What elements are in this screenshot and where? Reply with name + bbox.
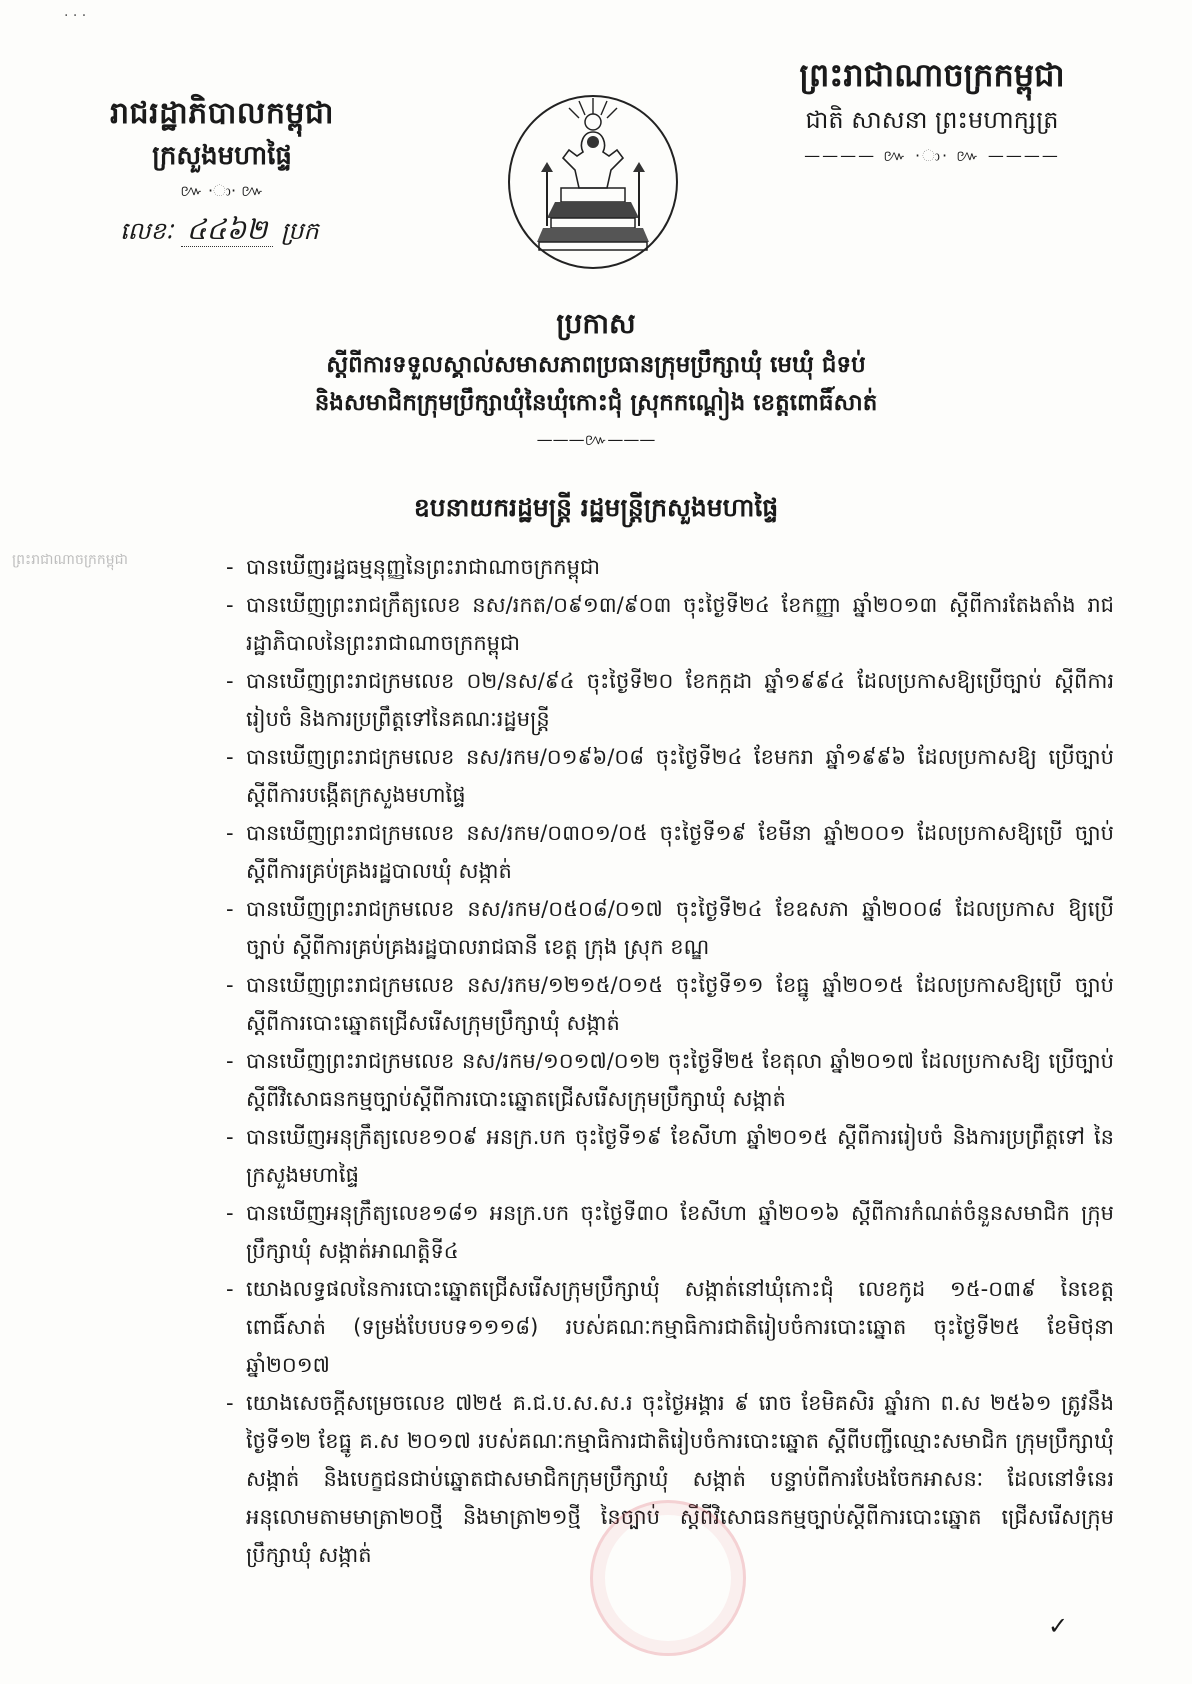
citation-item: - បានឃើញព្រះរាជក្រមលេខ ០២/នស/៩៤ ចុះថ្ងៃទី២០ ខែកក្កដា ឆ្នាំ១៩៩៤ ដែលប្រកាសឱ្យប្រើច្បាប់ ស្ដីពីការរៀបចំ និងការប្រព្រឹត្តទៅនៃគណៈរដ្ឋមន្ត្រី	[226, 669, 1114, 731]
header-left	[92, 92, 352, 202]
citation-text: យោងលទ្ធផលនៃការបោះឆ្នោតជ្រើសរើសក្រុមប្រឹក្សាឃុំ សង្កាត់នៅឃុំកោះជុំ លេខកូដ ១៥-០៣៩ នៃខេត្ត ពោធិ៍សាត់ (ទម្រង់បែបបទ១១១៨) របស់គណៈកម្មាធិការជាតិរៀបចំការបោះឆ្នោត ចុះថ្ងៃទី២៥ ខែមិថុនា ឆ្នាំ២០១៧	[246, 1277, 1114, 1377]
citation-text: បានឃើញព្រះរាជក្រឹត្យលេខ នស/រកត/០៩១៣/៩០៣ ចុះថ្ងៃទី២៤ ខែកញ្ញា ឆ្នាំ២០១៣ ស្ដីពីការតែងតាំង រាជរដ្ឋាភិបាលនៃព្រះរាជាណាចក្រកម្ពុជា	[246, 593, 1114, 655]
citation-text: បានឃើញអនុក្រឹត្យលេខ១០៩ អនក្រ.បក ចុះថ្ងៃទី១៩ ខែសីហា ឆ្នាំ២០១៥ ស្ដីពីការរៀបចំ និងការប្រព្រឹត្តទៅ នៃក្រសួងមហាផ្ទៃ	[246, 1125, 1114, 1187]
citation-text: បានឃើញព្រះរាជក្រមលេខ ០២/នស/៩៤ ចុះថ្ងៃទី២០ ខែកក្កដា ឆ្នាំ១៩៩៤ ដែលប្រកាសឱ្យប្រើច្បាប់ ស្ដីពីការរៀបចំ និងការប្រព្រឹត្តទៅនៃគណៈរដ្ឋមន្ត្រី	[246, 669, 1114, 731]
margin-stamp-text: ព្រះរាជាណាចក្រកម្ពុជា	[12, 552, 129, 568]
citation-text: បានឃើញអនុក្រឹត្យលេខ១៨១ អនក្រ.បក ចុះថ្ងៃទី៣០ ខែសីហា ឆ្នាំ២០១៦ ស្ដីពីការកំណត់ចំនួនសមាជិក ក្រុមប្រឹក្សាឃុំ សង្កាត់អាណត្តិទី៤	[246, 1201, 1114, 1263]
citation-text: បានឃើញព្រះរាជក្រមលេខ នស/រកម/១២១៥/០១៥ ចុះថ្ងៃទី១១ ខែធ្នូ ឆ្នាំ២០១៥ ដែលប្រកាសឱ្យប្រើ ច្បាប់ ស្ដីពីការបោះឆ្នោតជ្រើសរើសក្រុមប្រឹក្សាឃុំ សង្កាត់	[246, 973, 1114, 1035]
reference-label: លេខៈ	[120, 217, 174, 245]
citation-text: យោងសេចក្ដីសម្រេចលេខ ៧២៥ គ.ជ.ប.ស.ស.រ ចុះថ្ងៃអង្គារ ៩ រោច ខែមិគសិរ ឆ្នាំរកា ព.ស ២៥៦១ ត្រូវនឹង ថ្ងៃទី១២ ខែធ្នូ គ.ស ២០១៧ របស់គណៈកម្មាធិការជាតិរៀបចំការបោះឆ្នោត ស្ដីពីបញ្ជីឈ្មោះសមាជិក ក្រុមប្រឹក្សាឃុំ សង្កាត់ និងបេក្ខជនជាប់ឆ្នោតជាសមាជិកក្រុមប្រឹក្សាឃុំ សង្កាត់ បន្ទាប់ពីការបែងចែកអាសនៈ ដែលនៅទំនេរអនុលោមតាមមាត្រា២០ថ្មី និងមាត្រា២១ថ្មី នៃច្បាប់ ស្ដីពីវិសោធនកម្មច្បាប់ស្ដីពីការបោះឆ្នោត ជ្រើសរើសក្រុមប្រឹក្សាឃុំ សង្កាត់	[246, 1391, 1114, 1567]
citation-item: - បានឃើញព្រះរាជក្រមលេខ នស/រកម/០១៩៦/០៨ ចុះថ្ងៃទី២៤ ខែមករា ឆ្នាំ១៩៩៦ ដែលប្រកាសឱ្យ ប្រើច្បាប់ ស្ដីពីការបង្កើតក្រសួងមហាផ្ទៃ	[226, 745, 1114, 807]
royal-emblem-icon	[503, 92, 683, 272]
right-ornament: ———— ៚ ·ා· ៚ ————	[804, 146, 1060, 165]
kingdom-name: ព្រះរាជាណាចក្រកម្ពុជា	[799, 56, 1065, 94]
citation-item: - បានឃើញព្រះរាជក្រមលេខ នស/រកម/០៥០៨/០១៧ ចុះថ្ងៃទី២៤ ខែឧសភា ឆ្នាំ២០០៨ ដែលប្រកាស ឱ្យប្រើច្បាប់ ស្ដីពីការគ្រប់គ្រងរដ្ឋបាលរាជធានី ខេត្ត ក្រុង ស្រុក ខណ្ឌ	[226, 897, 1114, 959]
citation-text: បានឃើញព្រះរាជក្រមលេខ នស/រកម/០៥០៨/០១៧ ចុះថ្ងៃទី២៤ ខែឧសភា ឆ្នាំ២០០៨ ដែលប្រកាស ឱ្យប្រើច្បាប់ ស្ដីពីការគ្រប់គ្រងរដ្ឋបាលរាជធានី ខេត្ត ក្រុង ស្រុក ខណ្ឌ	[246, 897, 1114, 959]
reference-suffix: ប្រក	[280, 217, 319, 245]
issuer-title: ឧបនាយករដ្ឋមន្ត្រី រដ្ឋមន្ត្រីក្រសួងមហាផ្ទៃ	[413, 493, 779, 522]
title-ornament: ———៚———	[536, 430, 656, 449]
left-ornament: ៚ ·ා· ៚	[180, 181, 264, 200]
citations-list	[226, 548, 1114, 1574]
document-title: ប្រកាស	[556, 307, 636, 340]
title-block	[0, 302, 1192, 454]
citation-item: - បានឃើញអនុក្រឹត្យលេខ១៨១ អនក្រ.បក ចុះថ្ងៃទី៣០ ខែសីហា ឆ្នាំ២០១៦ ស្ដីពីការកំណត់ចំនួនសមាជិក ក្រុមប្រឹក្សាឃុំ សង្កាត់អាណត្តិទី៤	[226, 1201, 1114, 1263]
citation-item: - យោងសេចក្ដីសម្រេចលេខ ៧២៥ គ.ជ.ប.ស.ស.រ ចុះថ្ងៃអង្គារ ៩ រោច ខែមិគសិរ ឆ្នាំរកា ព.ស ២៥៦១ ត្រូវនឹង ថ្ងៃទី១២ ខែធ្នូ គ.ស ២០១៧ របស់គណៈកម្មាធិការជាតិរៀបចំការបោះឆ្នោត ស្ដីពីបញ្ជីឈ្មោះសមាជិក ក្រុមប្រឹក្សាឃុំ សង្កាត់ និងបេក្ខជនជាប់ឆ្នោតជាសមាជិកក្រុមប្រឹក្សាឃុំ សង្កាត់ បន្ទាប់ពីការបែងចែកអាសនៈ ដែលនៅទំនេរអនុលោមតាមមាត្រា២០ថ្មី និងមាត្រា២១ថ្មី នៃច្បាប់ ស្ដីពីវិសោធនកម្មច្បាប់ស្ដីពីការបោះឆ្នោត ជ្រើសរើសក្រុមប្រឹក្សាឃុំ សង្កាត់	[226, 1391, 1114, 1567]
header-right	[772, 50, 1092, 166]
citation-text: បានឃើញព្រះរាជក្រមលេខ នស/រកម/១០១៧/០១២ ចុះថ្ងៃទី២៥ ខែតុលា ឆ្នាំ២០១៧ ដែលប្រកាសឱ្យ ប្រើច្បាប់ ស្ដីពីវិសោធនកម្មច្បាប់ស្ដីពីការបោះឆ្នោតជ្រើសរើសក្រុមប្រឹក្សាឃុំ សង្កាត់	[246, 1049, 1114, 1111]
citation-item: - បានឃើញរដ្ឋធម្មនុញ្ញនៃព្រះរាជាណាចក្រកម្ពុជា	[226, 555, 600, 579]
citation-item: - យោងលទ្ធផលនៃការបោះឆ្នោតជ្រើសរើសក្រុមប្រឹក្សាឃុំ សង្កាត់នៅឃុំកោះជុំ លេខកូដ ១៥-០៣៩ នៃខេត្ត ពោធិ៍សាត់ (ទម្រង់បែបបទ១១១៨) របស់គណៈកម្មាធិការជាតិរៀបចំការបោះឆ្នោត ចុះថ្ងៃទី២៥ ខែមិថុនា ឆ្នាំ២០១៧	[226, 1277, 1114, 1377]
reference-number-handwritten: ៤៤៦២	[181, 213, 274, 247]
scan-specks: · · ·	[64, 8, 87, 24]
citation-item: - បានឃើញអនុក្រឹត្យលេខ១០៩ អនក្រ.បក ចុះថ្ងៃទី១៩ ខែសីហា ឆ្នាំ២០១៥ ស្ដីពីការរៀបចំ និងការប្រព្រឹត្តទៅ នៃក្រសួងមហាផ្ទៃ	[226, 1125, 1114, 1187]
subject-line-2: និងសមាជិកក្រុមប្រឹក្សាឃុំនៃឃុំកោះជុំ ស្រុកកណ្ដៀង ខេត្តពោធិ៍សាត់	[314, 390, 878, 416]
citation-text: បានឃើញរដ្ឋធម្មនុញ្ញនៃព្រះរាជាណាចក្រកម្ពុជា	[246, 555, 600, 579]
citation-text: បានឃើញព្រះរាជក្រមលេខ នស/រកម/០១៩៦/០៨ ចុះថ្ងៃទី២៤ ខែមករា ឆ្នាំ១៩៩៦ ដែលប្រកាសឱ្យ ប្រើច្បាប់ ស្ដីពីការបង្កើតក្រសួងមហាផ្ទៃ	[246, 745, 1114, 807]
reference-number	[120, 212, 319, 253]
government-name: រាជរដ្ឋាភិបាលកម្ពុជា	[110, 96, 334, 131]
national-motto: ជាតិ សាសនា ព្រះមហាក្សត្រ	[805, 106, 1059, 134]
subject-line-1: ស្ដីពីការទទួលស្គាល់សមាសភាពប្រធានក្រុមប្រឹក្សាឃុំ មេឃុំ ជំទប់	[326, 352, 866, 378]
citation-item: - បានឃើញព្រះរាជក្រមលេខ នស/រកម/០៣០១/០៥ ចុះថ្ងៃទី១៩ ខែមីនា ឆ្នាំ២០០១ ដែលប្រកាសឱ្យប្រើ ច្បាប់ ស្ដីពីការគ្រប់គ្រងរដ្ឋបាលឃុំ សង្កាត់	[226, 821, 1114, 883]
citation-text: បានឃើញព្រះរាជក្រមលេខ នស/រកម/០៣០១/០៥ ចុះថ្ងៃទី១៩ ខែមីនា ឆ្នាំ២០០១ ដែលប្រកាសឱ្យប្រើ ច្បាប់ ស្ដីពីការគ្រប់គ្រងរដ្ឋបាលឃុំ សង្កាត់	[246, 821, 1114, 883]
citation-item: - បានឃើញព្រះរាជក្រមលេខ នស/រកម/១២១៥/០១៥ ចុះថ្ងៃទី១១ ខែធ្នូ ឆ្នាំ២០១៥ ដែលប្រកាសឱ្យប្រើ ច្បាប់ ស្ដីពីការបោះឆ្នោតជ្រើសរើសក្រុមប្រឹក្សាឃុំ សង្កាត់	[226, 973, 1114, 1035]
red-seal-stamp	[590, 1500, 746, 1656]
citation-item: - បានឃើញព្រះរាជក្រមលេខ នស/រកម/១០១៧/០១២ ចុះថ្ងៃទី២៥ ខែតុលា ឆ្នាំ២០១៧ ដែលប្រកាសឱ្យ ប្រើច្បាប់ ស្ដីពីវិសោធនកម្មច្បាប់ស្ដីពីការបោះឆ្នោតជ្រើសរើសក្រុមប្រឹក្សាឃុំ សង្កាត់	[226, 1049, 1114, 1111]
citation-item: - បានឃើញព្រះរាជក្រឹត្យលេខ នស/រកត/០៩១៣/៩០៣ ចុះថ្ងៃទី២៤ ខែកញ្ញា ឆ្នាំ២០១៣ ស្ដីពីការតែងតាំង រាជរដ្ឋាភិបាលនៃព្រះរាជាណាចក្រកម្ពុជា	[226, 593, 1114, 655]
check-mark-icon: ✓	[1048, 1612, 1069, 1640]
ministry-name: ក្រសួងមហាផ្ទៃ	[152, 141, 292, 171]
